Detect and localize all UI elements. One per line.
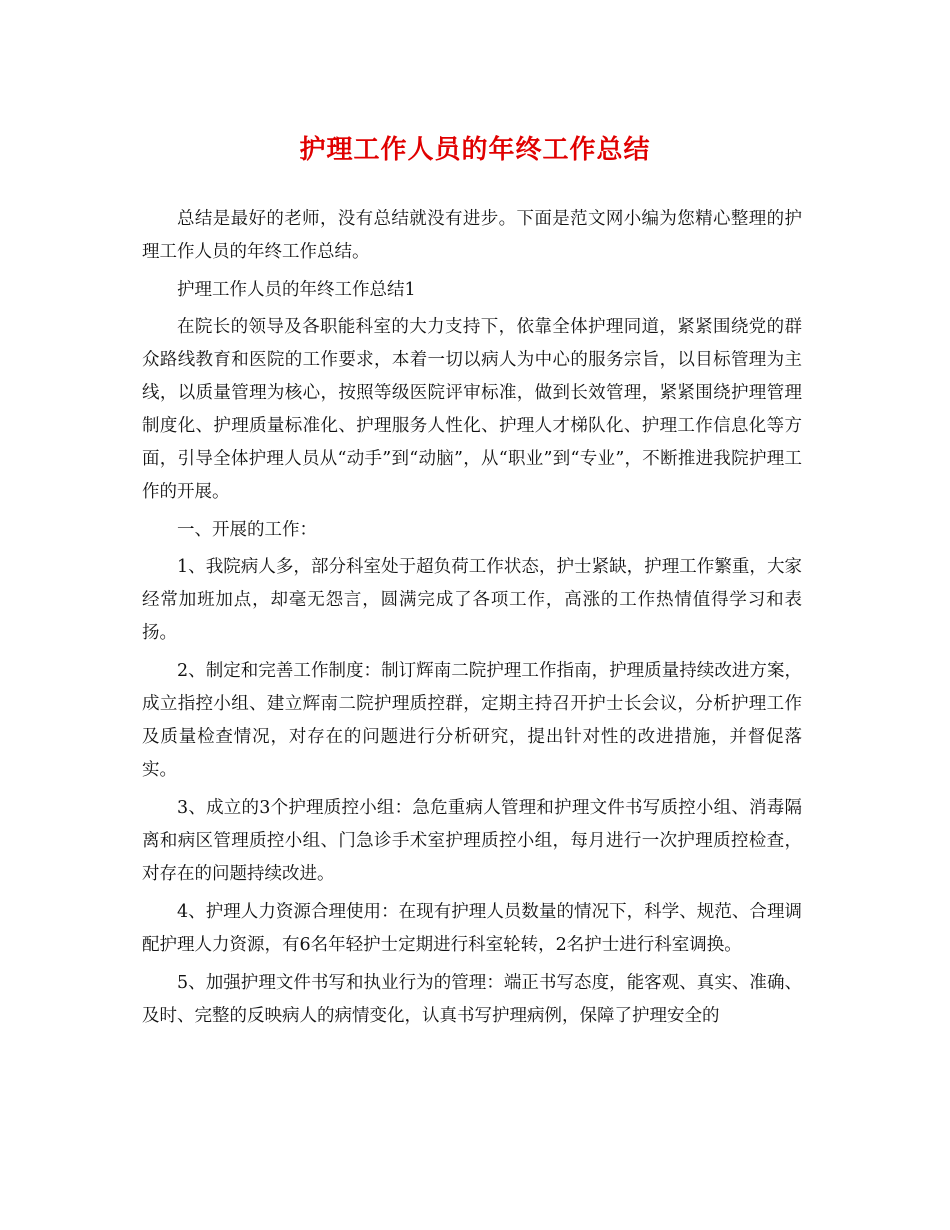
document-title: 护理工作人员的年终工作总结: [299, 135, 651, 165]
section-heading: 护理工作人员的年终工作总结1: [177, 280, 416, 300]
intro-paragraph: 总结是最好的老师，没有总结就没有进步。下面是范文网小编为您精心整理的护理工作人员的年终工作总结。: [142, 209, 802, 262]
document-body: [142, 203, 802, 1038]
body-paragraph: 在院长的领导及各职能科室的大力支持下，依靠全体护理同道，紧紧围绕党的群众路线教育和医院的工作要求，本着一切以病人为中心的服务宗旨，以目标管理为主线，以质量管理为核心，按照等级医院评审标准，做到长效管理，紧紧围绕护理管理制度化、护理质量标准化、护理服务人性化、护理人才梯队化、护理工作信息化等方面，引导全体护理人员从“动手”到“动脑”，从“职业”到“专业”，不断推进我院护理工作的开展。: [142, 317, 802, 502]
list-item-paragraph: 1、我院病人多，部分科室处于超负荷工作状态，护士紧缺，护理工作繁重，大家经常加班加点，却毫无怨言，圆满完成了各项工作，高涨的工作热情值得学习和表扬。: [142, 557, 802, 643]
list-item-paragraph: 4、护理人力资源合理使用：在现有护理人员数量的情况下，科学、规范、合理调配护理人力资源，有6名年轻护士定期进行科室轮转，2名护士进行科室调换。: [142, 902, 802, 955]
list-item-paragraph: 5、加强护理文件书写和执业行为的管理：端正书写态度，能客观、真实、准确、及时、完整的反映病人的病情变化，认真书写护理病例，保障了护理安全的: [142, 973, 802, 1026]
list-item-paragraph: 2、制定和完善工作制度：制订辉南二院护理工作指南，护理质量持续改进方案，成立指控小组、建立辉南二院护理质控群，定期主持召开护士长会议，分析护理工作及质量检查情况，对存在的问题进行分析研究，提出针对性的改进措施，并督促落实。: [142, 661, 802, 780]
subsection-heading: 一、开展的工作：: [177, 520, 317, 540]
list-item-paragraph: 3、成立的3个护理质控小组：急危重病人管理和护理文件书写质控小组、消毒隔离和病区管理质控小组、门急诊手术室护理质控小组，每月进行一次护理质控检查，对存在的问题持续改进。: [142, 798, 802, 884]
